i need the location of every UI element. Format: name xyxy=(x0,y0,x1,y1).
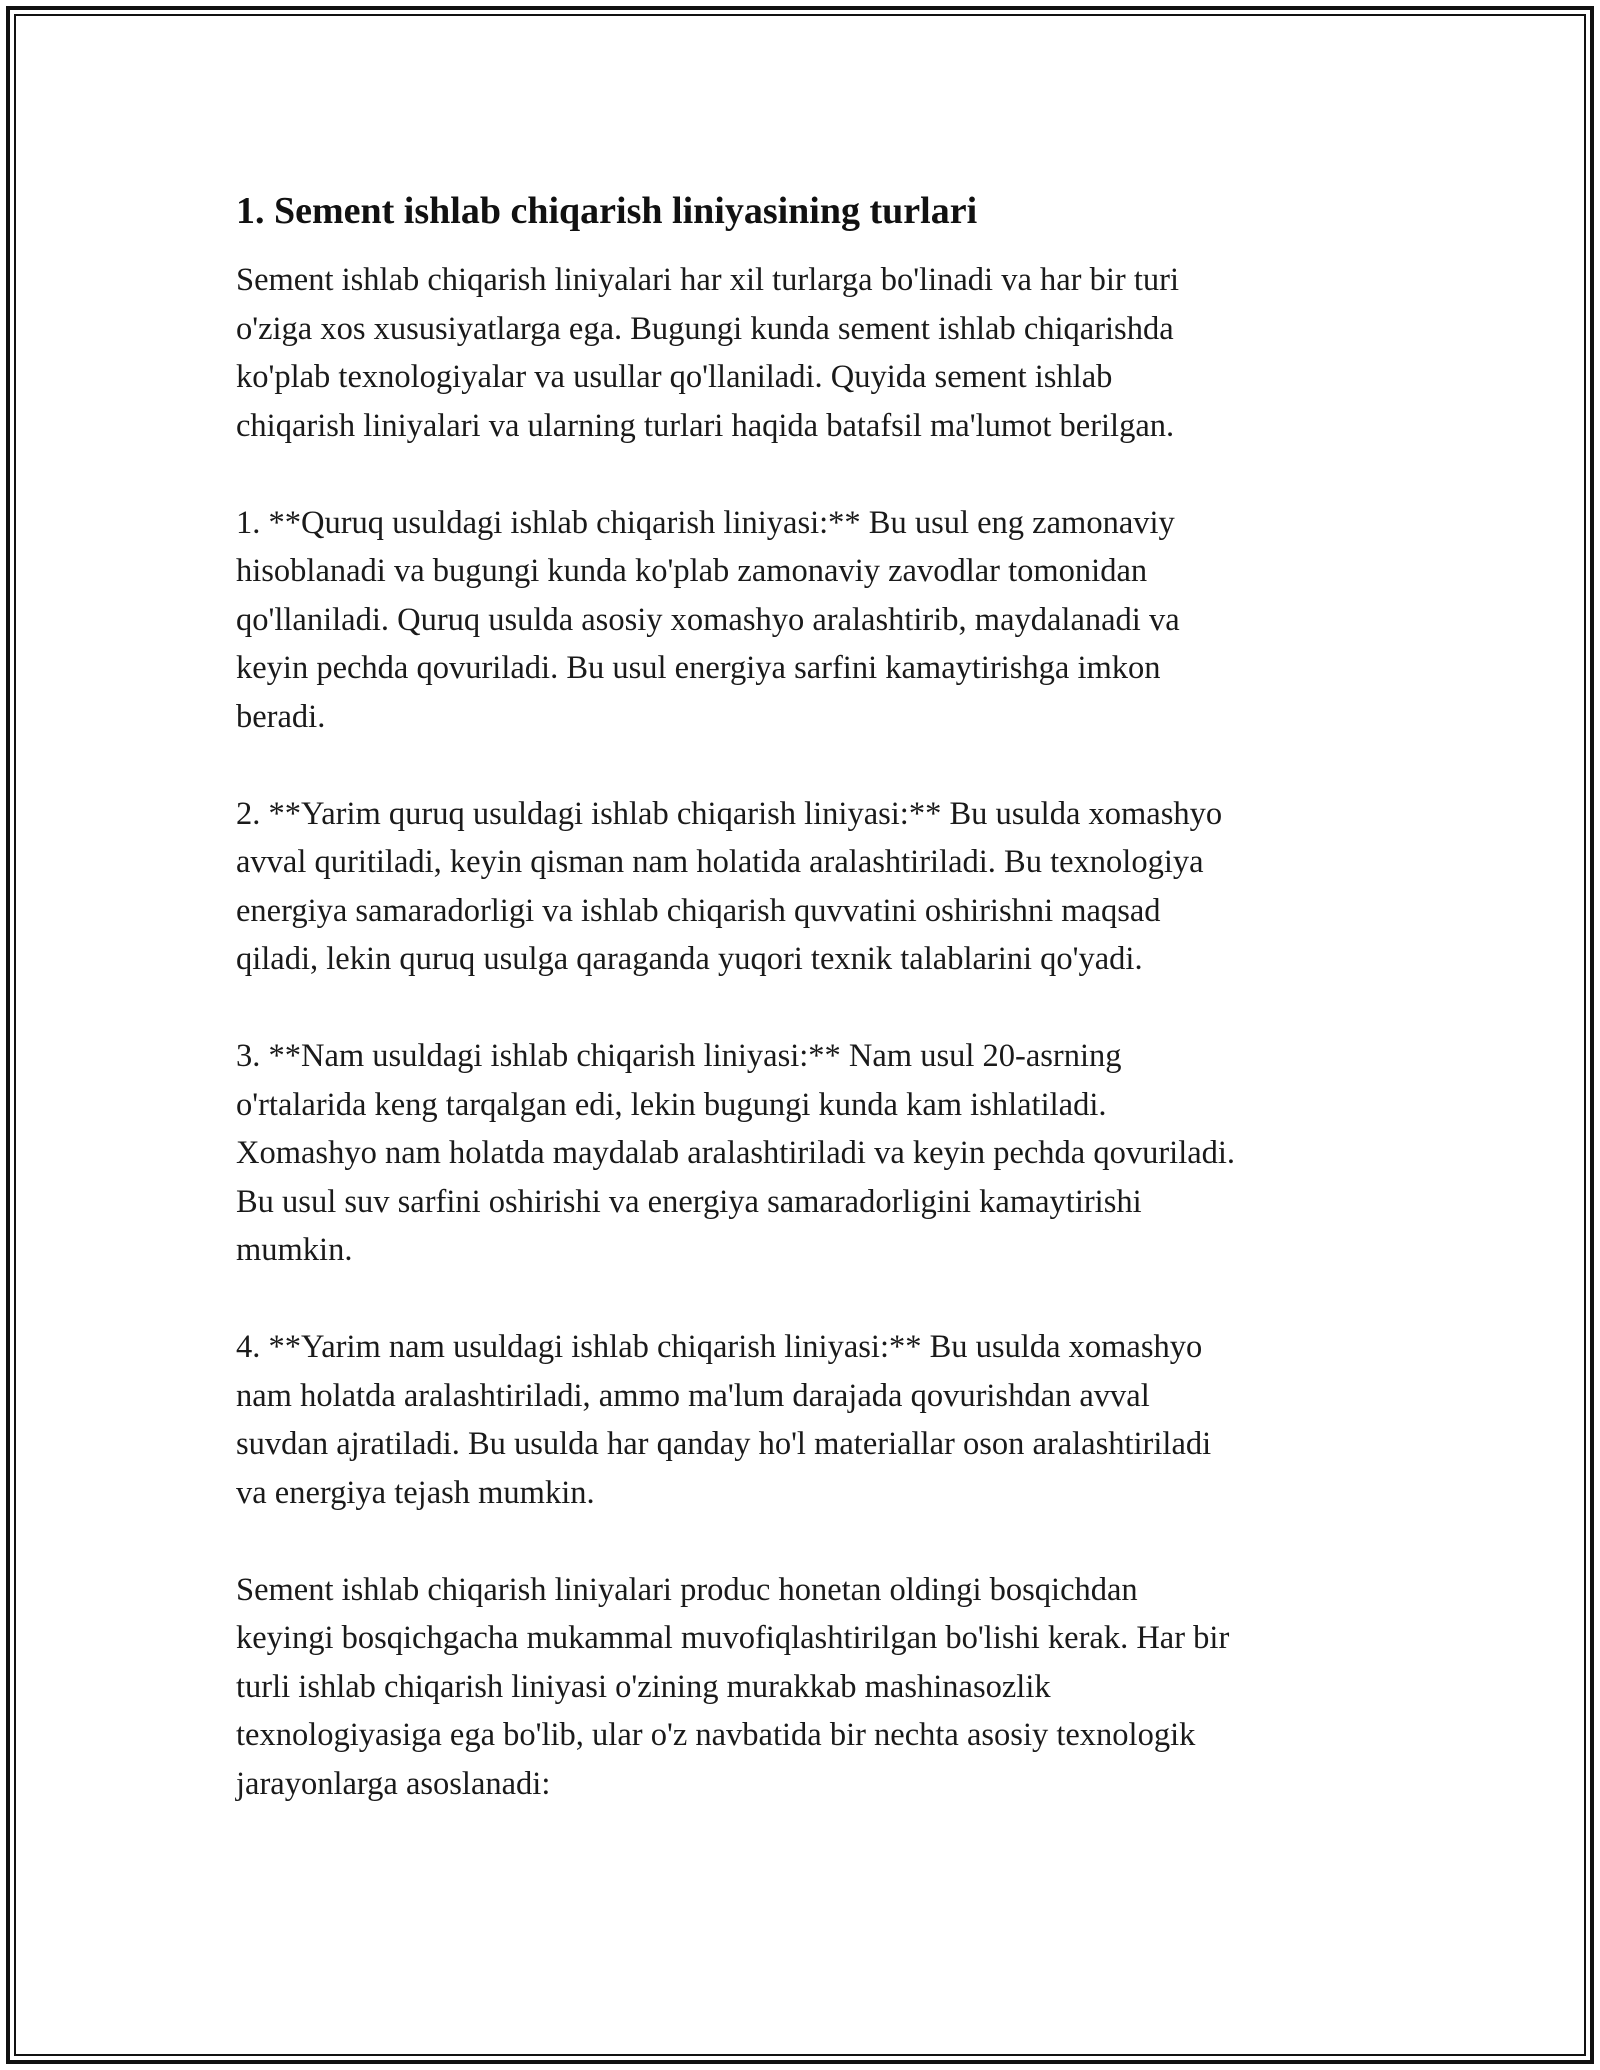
text-line: o'rtalarida keng tarqalgan edi, lekin bugungi kunda kam ishlatiladi. xyxy=(236,1086,1107,1123)
list-item-semi-wet-method xyxy=(236,1323,1376,1517)
text-line: hisoblanadi va bugungi kunda ko'plab zamonaviy zavodlar tomonidan xyxy=(236,553,1148,589)
document-body xyxy=(236,186,1376,1857)
list-item-dry-method xyxy=(236,499,1376,742)
text-line: suvdan ajratiladi. Bu usulda har qanday ho'l materiallar oson aralashtiriladi xyxy=(236,1426,1212,1462)
list-item-semi-dry-method xyxy=(236,790,1376,984)
text-line: Bu usul suv sarfini oshirishi va energiya samaradorligini kamaytirishi xyxy=(236,1183,1142,1220)
text-line: avval quritiladi, keyin qisman nam holatida aralashtiriladi. Bu texnologiya xyxy=(236,844,1204,880)
text-line: Sement ishlab chiqarish liniyalari produc honetan oldingi bosqichdan xyxy=(236,1571,1138,1608)
text-line: 3. **Nam usuldagi ishlab chiqarish liniyasi:** Nam usul 20-asrning xyxy=(236,1038,1122,1074)
text-line: keyin pechda qovuriladi. Bu usul energiya sarfini kamaytirishga imkon xyxy=(236,650,1161,686)
text-line: mumkin. xyxy=(236,1232,353,1268)
text-line: o'ziga xos xususiyatlarga ega. Bugungi kunda sement ishlab chiqarishda xyxy=(236,310,1174,347)
text-line: Sement ishlab chiqarish liniyalari har xil turlarga bo'linadi va har bir turi xyxy=(236,262,1179,298)
text-line: ko'plab texnologiyalar va usullar qo'llaniladi. Quyida sement ishlab xyxy=(236,359,1113,395)
text-line: chiqarish liniyalari va ularning turlari haqida batafsil ma'lumot berilgan. xyxy=(236,407,1175,444)
text-line: va energiya tejash mumkin. xyxy=(236,1474,595,1511)
text-line: keyingi bosqichgacha mukammal muvofiqlashtirilgan bo'lishi kerak. Har bir xyxy=(236,1620,1230,1656)
text-line: energiya samaradorligi va ishlab chiqarish quvvatini oshirishni maqsad xyxy=(236,892,1161,929)
text-line: Xomashyo nam holatda maydalab aralashtiriladi va keyin pechda qovuriladi. xyxy=(236,1135,1236,1171)
text-line: qiladi, lekin quruq usulga qaraganda yuqori texnik talablarini qo'yadi. xyxy=(236,941,1143,977)
text-line: nam holatda aralashtiriladi, ammo ma'lum darajada qovurishdan avval xyxy=(236,1377,1150,1414)
intro-paragraph xyxy=(236,256,1376,450)
text-line: beradi. xyxy=(236,698,326,735)
text-line: 2. **Yarim quruq usuldagi ishlab chiqarish liniyasi:** Bu usulda xomashyo xyxy=(236,795,1223,832)
list-item-wet-method xyxy=(236,1032,1376,1275)
section-heading: 1. Sement ishlab chiqarish liniyasining turlari xyxy=(236,190,978,232)
text-line: turli ishlab chiqarish liniyasi o'zining murakkab mashinasozlik xyxy=(236,1668,1051,1705)
text-line: jarayonlarga asoslanadi: xyxy=(236,1765,551,1802)
text-line: qo'llaniladi. Quruq usulda asosiy xomashyo aralashtirib, maydalanadi va xyxy=(236,601,1180,638)
text-line: 1. **Quruq usuldagi ishlab chiqarish liniyasi:** Bu usul eng zamonaviy xyxy=(236,504,1175,541)
closing-paragraph xyxy=(236,1566,1376,1809)
text-line: 4. **Yarim nam usuldagi ishlab chiqarish liniyasi:** Bu usulda xomashyo xyxy=(236,1329,1203,1365)
text-line: texnologiyasiga ega bo'lib, ular o'z navbatida bir nechta asosiy texnologik xyxy=(236,1717,1196,1753)
